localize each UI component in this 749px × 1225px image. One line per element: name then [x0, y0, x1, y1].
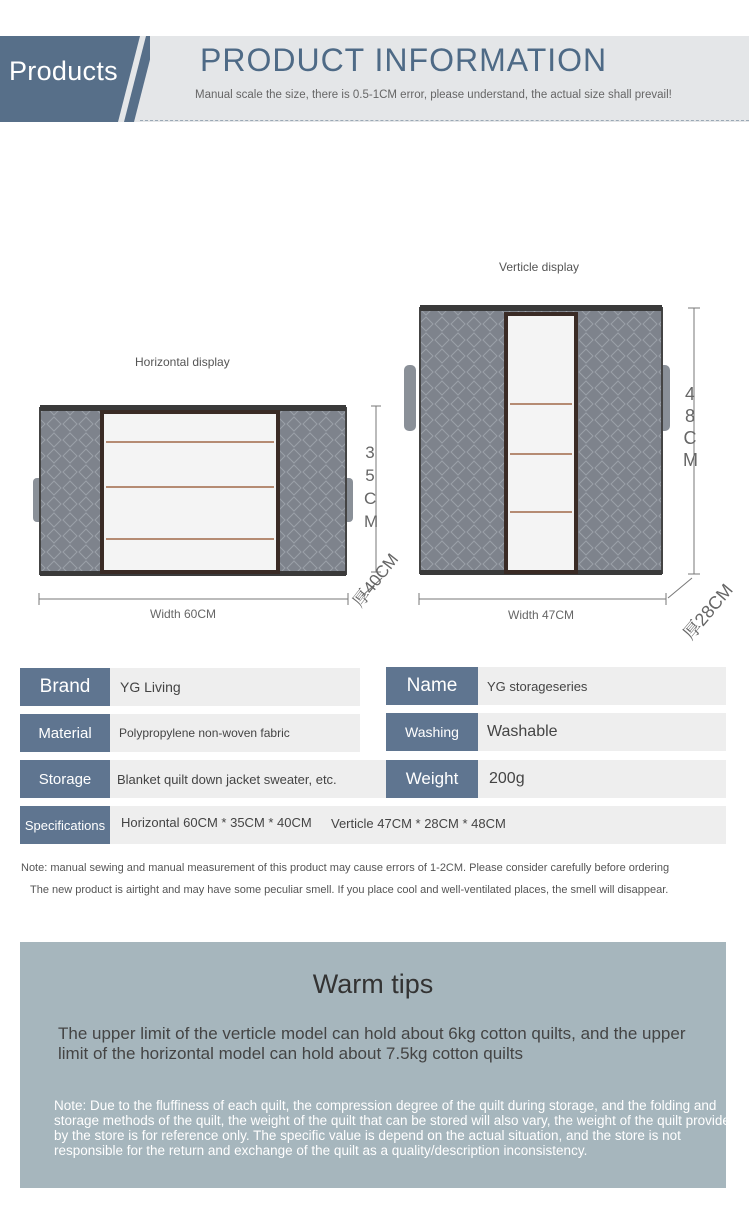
products-tab-label: Products	[9, 56, 118, 86]
header-divider	[140, 120, 749, 121]
warm-tips-title: Warm tips	[312, 969, 434, 999]
storage-label: Storage	[20, 760, 110, 798]
vertical-height-label: 48CM	[683, 384, 698, 470]
vertical-depth-label: 厚28CM	[679, 580, 737, 644]
storage-value: Blanket quilt down jacket sweater, etc.	[117, 771, 337, 787]
name-value: YG storageseries	[487, 678, 588, 694]
horizontal-caption: Horizontal display	[135, 355, 230, 369]
vertical-caption: Verticle display	[499, 260, 580, 274]
horizontal-height-label: 35CM	[364, 443, 379, 531]
material-value: Polypropylene non-woven fabric	[119, 726, 290, 740]
note-smell: The new product is airtight and may have some peculiar smell. If you place cool and well-ventilated places, the smell will disappear.	[30, 884, 669, 896]
spec-horizontal-value: Horizontal 60CM * 35CM * 40CM	[121, 814, 312, 830]
name-label: Name	[386, 667, 478, 705]
note-measurement: Note: manual sewing and manual measurement of this product may cause errors of 1-2CM. Please consider carefully before ordering	[21, 862, 670, 874]
warm-tips-panel	[20, 942, 738, 1188]
washing-label: Washing	[386, 713, 478, 751]
brand-value: YG Living	[120, 679, 181, 695]
horizontal-depth-label: 厚40CM	[348, 549, 403, 611]
horizontal-width-label: Width 60CM	[150, 607, 217, 621]
weight-label: Weight	[386, 760, 478, 798]
vertical-width-label: Width 47CM	[508, 608, 575, 622]
warm-tips-capacity: The upper limit of the verticle model can hold about 6kg cotton quilts, and the upper limit of the horizontal model can hold about 7.5kg cotton quilts	[58, 1024, 686, 1063]
horizontal-dimension-lines	[30, 400, 390, 610]
material-label: Material	[20, 714, 110, 752]
specifications-label: Specifications	[20, 806, 110, 844]
vertical-dimension-lines	[410, 300, 730, 610]
page-title: PRODUCT INFORMATION	[200, 42, 608, 78]
spec-vertical-value: Verticle 47CM * 28CM * 48CM	[331, 815, 506, 831]
weight-value: 200g	[489, 770, 525, 787]
page-subtitle: Manual scale the size, there is 0.5-1CM error, please understand, the actual size shall prevail!	[195, 89, 672, 101]
washing-value: Washable	[487, 723, 558, 740]
brand-label: Brand	[20, 668, 110, 706]
warm-tips-note: Note: Due to the fluffiness of each quilt, the compression degree of the quilt during storage, and the folding and storage methods of the quilt, the weight of the quilt that can be stored will also vary, the weight of the quilt provided by the store is for reference only. The specific value is depend on the actual situation, and the store is not responsible for the return and exchange of the quilt as a quality/description inconsistency.	[54, 1098, 738, 1158]
